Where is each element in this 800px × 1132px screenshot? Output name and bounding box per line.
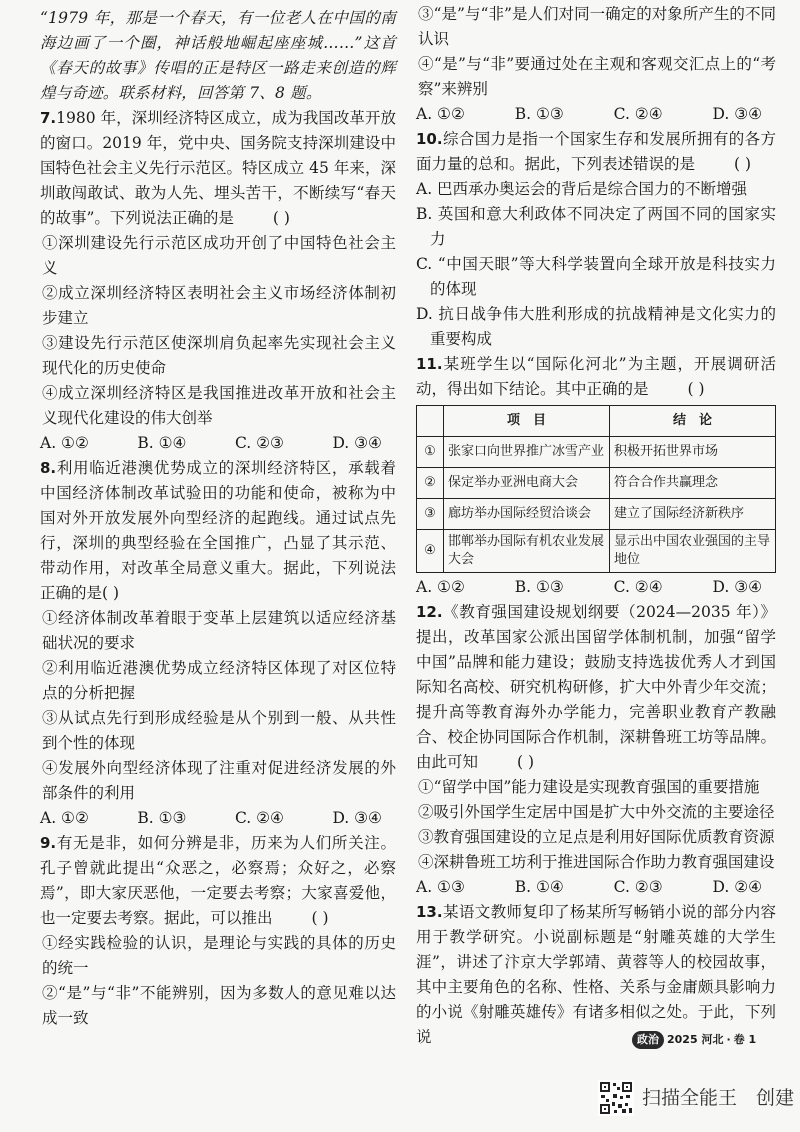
page-footer-tag bbox=[632, 1029, 756, 1051]
table-row bbox=[417, 437, 776, 468]
choice-b: B. ①④ bbox=[137, 434, 187, 452]
table-header-blank bbox=[417, 406, 444, 437]
option-4: ④发展外向型经济体现了注重对促进经济发展的外部条件的利用 bbox=[42, 759, 396, 802]
survey-table bbox=[416, 405, 776, 573]
choice-d: D. ③④ bbox=[712, 578, 762, 596]
choice-a: A. ①② bbox=[416, 105, 465, 123]
row-number: ③ bbox=[417, 499, 444, 530]
question-9-continued bbox=[416, 2, 776, 127]
option-a: A. 巴西承办奥运会的背后是综合国力的不断增强 bbox=[416, 180, 748, 198]
choices bbox=[416, 875, 776, 900]
choice-d: D. ③④ bbox=[332, 809, 382, 827]
answer-bracket: ( ) bbox=[272, 209, 290, 227]
reading-intro: “1979 年，那是一个春天，有一位老人在中国的南海边画了一个圈，神话般地崛起座座城……”这首《春天的故事》传唱的正是特区一路走来创造的辉煌与奇迹。联系材料，回答第 7、8 题。 bbox=[40, 9, 396, 102]
watermark-text: 扫描全能王 创建 bbox=[642, 1086, 795, 1109]
choice-a: A. ①③ bbox=[416, 878, 465, 896]
row-item: 保定举办亚洲电商大会 bbox=[444, 468, 610, 499]
option-3: ③从试点先行到形成经验是从个别到一般、从共性到个性的体现 bbox=[42, 709, 396, 752]
option-3: ③“是”与“非”是人们对同一确定的对象所产生的不同认识 bbox=[418, 5, 776, 48]
question-number: 9. bbox=[40, 834, 57, 852]
option-3: ③教育强国建设的立足点是利用好国际优质教育资源 bbox=[418, 828, 775, 846]
option-d: D. 抗日战争伟大胜利形成的抗战精神是文化实力的重要构成 bbox=[416, 305, 776, 348]
question-7 bbox=[40, 106, 396, 456]
table-row bbox=[417, 499, 776, 530]
option-4: ④成立深圳经济特区是我国推进改革开放和社会主义现代化建设的伟大创举 bbox=[42, 384, 396, 427]
question-stem: 1980 年，深圳经济特区成立，成为我国改革开放的窗口。2019 年，党中央、国务院支持深圳建设中国特色社会主义先行示范区。特区成立 45 年来，深圳敢闯敢试、敢为人先、埋头苦干，不断续写“春天的故事”。下列说法正确的是 bbox=[40, 109, 396, 227]
choice-d: D. ③④ bbox=[332, 434, 382, 452]
choice-b: B. ①③ bbox=[514, 105, 564, 123]
option-1: ①经实践检验的认识，是理论与实践的具体的历史的统一 bbox=[42, 934, 396, 977]
question-number: 10. bbox=[416, 130, 443, 148]
question-stem: 某班学生以“国际化河北”为主题，开展调研活动，得出如下结论。其中正确的是 bbox=[416, 355, 776, 398]
question-stem: 综合国力是指一个国家生存和发展所拥有的各方面力量的总和。据此，下列表述错误的是 bbox=[416, 130, 776, 173]
answer-bracket: ( ) bbox=[311, 909, 329, 927]
question-number: 7. bbox=[40, 109, 57, 127]
question-number: 11. bbox=[416, 355, 443, 373]
choice-b: B. ①③ bbox=[514, 578, 564, 596]
subject-badge: 政治 bbox=[632, 1031, 664, 1049]
question-9 bbox=[40, 831, 396, 1031]
option-1: ①“留学中国”能力建设是实现教育强国的重要措施 bbox=[418, 778, 760, 796]
option-1: ①经济体制改革着眼于变革上层建筑以适应经济基础状况的要求 bbox=[42, 609, 396, 652]
answer-bracket: ( ) bbox=[687, 380, 705, 398]
choice-b: B. ①④ bbox=[514, 878, 564, 896]
choice-c: C. ②④ bbox=[234, 809, 284, 827]
question-number: 8. bbox=[40, 459, 57, 477]
option-c: C. “中国天眼”等大科学装置向全球开放是科技实力的体现 bbox=[416, 255, 776, 298]
question-12 bbox=[416, 600, 776, 900]
choices bbox=[416, 102, 776, 127]
volume-label: 卷 1 bbox=[733, 1033, 757, 1046]
choices bbox=[40, 806, 396, 831]
choice-b: B. ①③ bbox=[137, 809, 187, 827]
question-stem: 《教育强国建设规划纲要（2024—2035 年）》提出，改革国家公派出国留学体制机制，加强“留学中国”品牌和能力建设；鼓励支持选拔优秀人才到国际知名高校、研究机构研修，扩大中外青少年交流；提升高等教育海外办学能力，完善职业教育产教融合、校企协同国际合作机制，深耕鲁班工坊等品牌。由此可知 bbox=[416, 603, 776, 771]
right-column bbox=[416, 2, 776, 1050]
answer-bracket: ( ) bbox=[102, 584, 120, 602]
option-2: ②成立深圳经济特区表明社会主义市场经济体制初步建立 bbox=[42, 284, 396, 327]
option-4: ④深耕鲁班工坊利于推进国际合作助力教育强国建设 bbox=[418, 853, 775, 871]
option-b: B. 英国和意大利政体不同决定了两国不同的国家实力 bbox=[416, 205, 776, 248]
choice-c: C. ②③ bbox=[613, 878, 663, 896]
row-item: 廊坊举办国际经贸洽谈会 bbox=[444, 499, 610, 530]
table-row bbox=[417, 530, 776, 573]
row-number: ② bbox=[417, 468, 444, 499]
option-1: ①深圳建设先行示范区成功开创了中国特色社会主义 bbox=[42, 234, 396, 277]
answer-bracket: ( ) bbox=[733, 155, 752, 173]
question-13 bbox=[416, 900, 776, 1050]
row-conclusion: 符合合作共赢理念 bbox=[610, 468, 776, 499]
question-stem: 有无是非，如何分辨是非，历来为人们所关注。孔子曾就此提出“众恶之，必察焉；众好之，必察焉”，即大家厌恶他，一定要去考察；大家喜爱他，也一定要去考察。据此，可以推出 bbox=[40, 834, 396, 927]
table-header-row bbox=[417, 406, 776, 437]
separator-dot: · bbox=[726, 1033, 731, 1046]
choice-a: A. ①② bbox=[416, 578, 465, 596]
choice-d: D. ②④ bbox=[712, 878, 762, 896]
left-column bbox=[40, 6, 396, 1031]
question-number: 13. bbox=[416, 903, 443, 921]
row-item: 张家口向世界推广冰雪产业 bbox=[444, 437, 610, 468]
question-11 bbox=[416, 352, 776, 600]
choice-c: C. ②④ bbox=[613, 105, 663, 123]
table-row bbox=[417, 468, 776, 499]
row-number: ④ bbox=[417, 530, 444, 573]
scanner-watermark bbox=[598, 1078, 794, 1118]
question-number: 12. bbox=[416, 603, 443, 621]
choice-c: C. ②④ bbox=[613, 578, 663, 596]
table-header-conclusion: 结 论 bbox=[610, 406, 776, 437]
row-conclusion: 显示出中国农业强国的主导地位 bbox=[610, 530, 776, 573]
choice-a: A. ①② bbox=[40, 434, 89, 452]
option-2: ②“是”与“非”不能辨别，因为多数人的意见难以达成一致 bbox=[42, 984, 396, 1027]
choice-c: C. ②③ bbox=[234, 434, 284, 452]
question-8 bbox=[40, 456, 396, 831]
option-2: ②吸引外国学生定居中国是扩大中外交流的主要途径 bbox=[418, 803, 775, 821]
question-stem: 某语文教师复印了杨某所写畅销小说的部分内容用于教学研究。小说副标题是“射雕英雄的大学生涯”，讲述了汴京大学郭靖、黄蓉等人的校园故事，其中主要角色的名称、性格、关系与金庸颇具影响力的小说《射雕英雄传》有诸多相似之处。于此，下列说 bbox=[416, 903, 776, 1046]
option-4: ④“是”与“非”要通过处在主观和客观交汇点上的“考察”来辨别 bbox=[418, 55, 776, 98]
choice-a: A. ①② bbox=[40, 809, 89, 827]
row-conclusion: 建立了国际经济新秩序 bbox=[610, 499, 776, 530]
row-conclusion: 积极开拓世界市场 bbox=[610, 437, 776, 468]
qr-code-icon bbox=[598, 1080, 634, 1116]
table-header-item: 项 目 bbox=[444, 406, 610, 437]
choice-d: D. ③④ bbox=[712, 105, 762, 123]
option-3: ③建设先行示范区使深圳肩负起率先实现社会主义现代化的历史使命 bbox=[42, 334, 396, 377]
region-tag: 2025 河北 bbox=[667, 1033, 724, 1046]
option-2: ②利用临近港澳优势成立经济特区体现了对区位特点的分析把握 bbox=[42, 659, 396, 702]
question-10 bbox=[416, 127, 776, 352]
row-number: ① bbox=[417, 437, 444, 468]
choices bbox=[40, 431, 396, 456]
question-stem: 利用临近港澳优势成立的深圳经济特区，承载着中国经济体制改革试验田的功能和使命，被称为中国对外开放发展外向型经济的起跑线。通过试点先行，深圳的典型经验在全国推广，凸显了其示范、带动作用，对改革全局意义重大。据此，下列说法正确的是 bbox=[40, 459, 396, 602]
row-item: 邯郸举办国际有机农业发展大会 bbox=[444, 530, 610, 573]
answer-bracket: ( ) bbox=[516, 753, 535, 771]
choices bbox=[416, 575, 776, 600]
